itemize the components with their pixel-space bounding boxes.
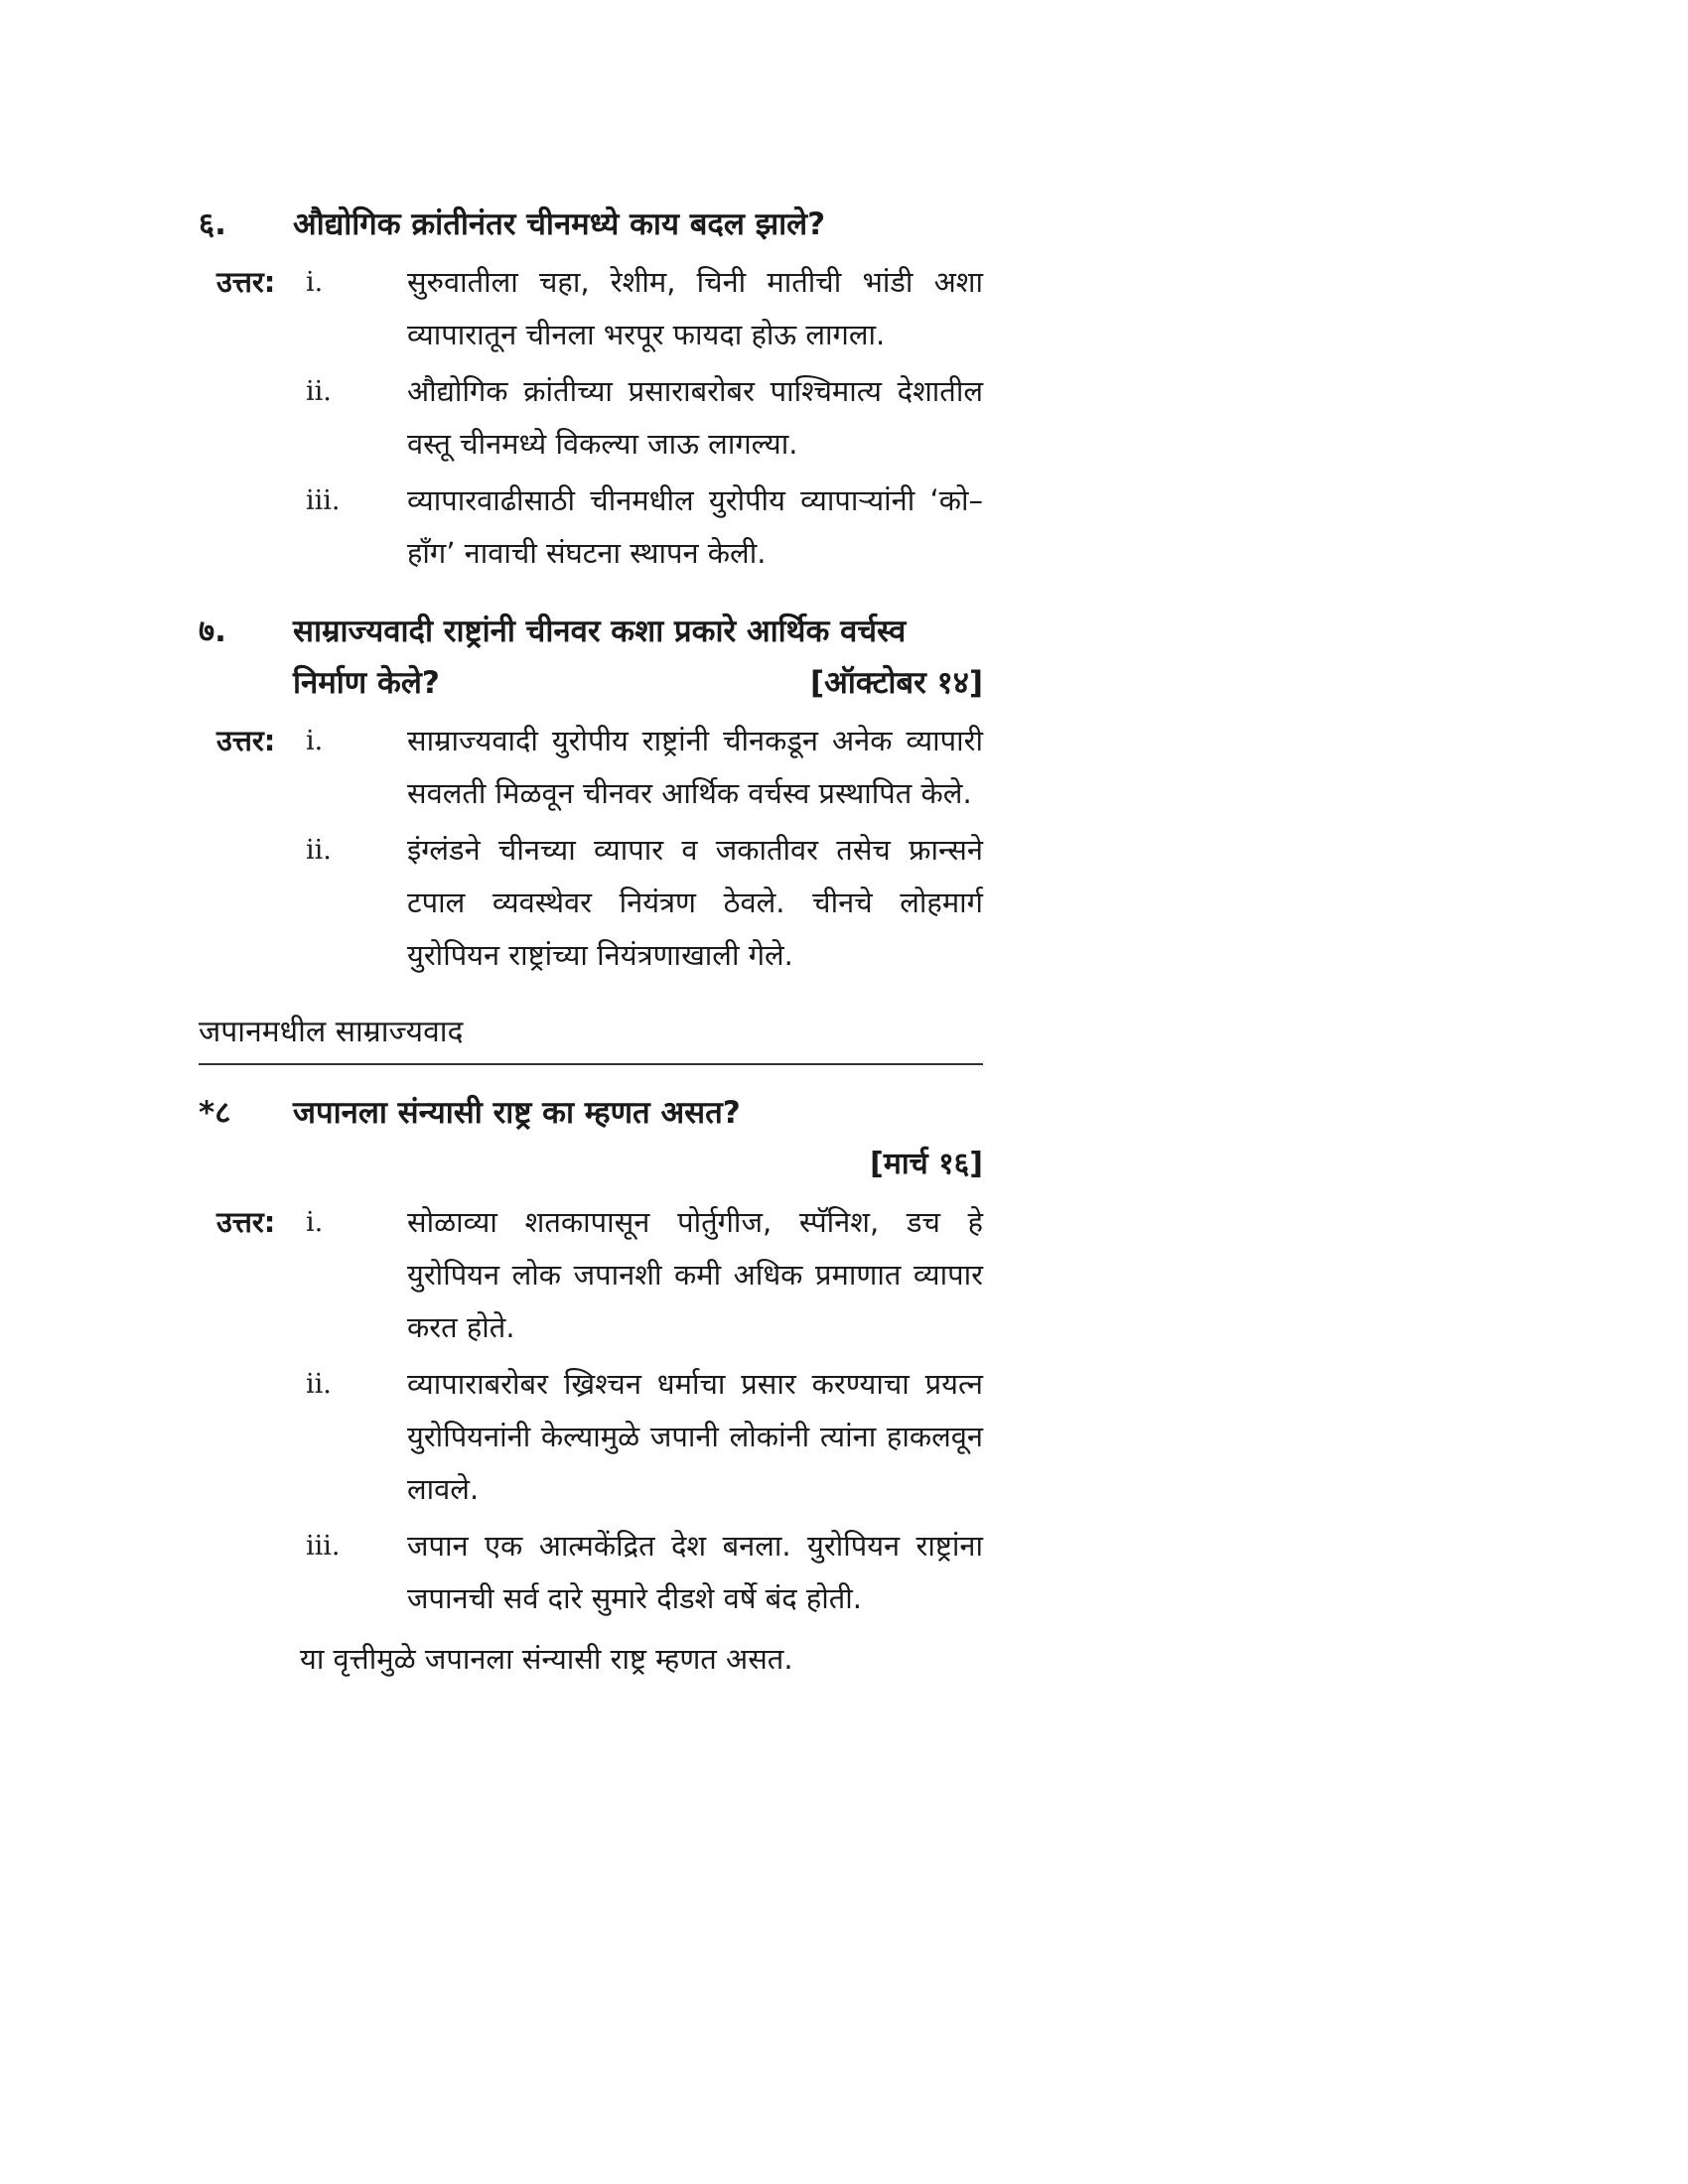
answer-point xyxy=(199,1520,983,1625)
point-numeral: ii. xyxy=(306,376,332,407)
point-text: जपान एक आत्मकेंद्रित देश बनला. युरोपियन राष्ट्रांना जपानची सर्व दारे सुमारे दीडशे वर्षे बंद होती. xyxy=(407,1529,983,1615)
question-text: औद्योगिक क्रांतीनंतर चीनमध्ये काय बदल झाले? xyxy=(293,206,826,242)
answer-point xyxy=(199,715,983,820)
point-numeral: iii. xyxy=(306,485,341,516)
point-numeral: iii. xyxy=(306,1531,341,1562)
question-text-body: साम्राज्यवादी राष्ट्रांनी चीनवर कशा प्रकारे आर्थिक वर्चस्व निर्माण केले? xyxy=(293,614,907,701)
question-block-7 xyxy=(199,606,983,982)
point-numeral: i. xyxy=(306,1207,324,1238)
question-heading xyxy=(199,199,983,250)
answer-conclusion: या वृत्तीमुळे जपानला संन्यासी राष्ट्र म्हणत असत. xyxy=(300,1642,793,1676)
point-numeral: i. xyxy=(306,726,324,756)
exam-reference: [मार्च १६] xyxy=(870,1147,983,1181)
point-text: इंग्लंडने चीनच्या व्यापार व जकातीवर तसेच फ्रान्सने टपाल व्यवस्थेवर नियंत्रण ठेवले. चीनचे लोहमार्ग युरोपियन राष्ट्रांच्या नियंत्रणाखाली गेले. xyxy=(407,833,983,972)
text-column xyxy=(199,199,983,1710)
answer-block xyxy=(199,715,983,982)
point-text: औद्योगिक क्रांतीच्या प्रसाराबरोबर पाश्चिमात्य देशातील वस्तू चीनमध्ये विकल्या जाऊ लागल्या. xyxy=(407,374,983,461)
answer-label: उत्तर: xyxy=(216,1205,276,1239)
answer-point xyxy=(199,256,983,361)
answer-point xyxy=(199,824,983,982)
answer-point xyxy=(199,1196,983,1354)
answer-point xyxy=(199,1358,983,1516)
question-heading xyxy=(199,1087,983,1139)
question-number: *८ xyxy=(199,1095,231,1131)
answer-label: उत्तर: xyxy=(216,724,276,757)
question-number: ७. xyxy=(199,614,226,649)
section-heading: जपानमधील साम्राज्यवाद xyxy=(199,1008,983,1065)
answer-point xyxy=(199,365,983,471)
question-number: ६. xyxy=(199,206,226,242)
point-numeral: ii. xyxy=(306,1369,332,1400)
point-text: व्यापारवाढीसाठी चीनमधील युरोपीय व्यापाऱ्यांनी ‘को–हाँग’ नावाची संघटना स्थापन केली. xyxy=(407,483,983,570)
point-text: व्यापाराबरोबर ख्रिश्चन धर्माचा प्रसार करण्याचा प्रयत्न युरोपियनांनी केल्यामुळे जपानी लोकांनी त्यांना हाकलवून लावले. xyxy=(407,1367,983,1506)
point-numeral: i. xyxy=(306,267,324,298)
question-text xyxy=(293,606,983,709)
answer-point xyxy=(199,475,983,580)
question-block-6 xyxy=(199,199,983,580)
answer-block xyxy=(199,256,983,580)
question-heading xyxy=(199,606,983,709)
point-text: साम्राज्यवादी युरोपीय राष्ट्रांनी चीनकडून अनेक व्यापारी सवलती मिळवून चीनवर आर्थिक वर्चस्व प्रस्थापित केले. xyxy=(407,724,983,810)
question-text: जपानला संन्यासी राष्ट्र का म्हणत असत? xyxy=(293,1095,741,1131)
point-text: सुरुवातीला चहा, रेशीम, चिनी मातीची भांडी अशा व्यापारातून चीनला भरपूर फायदा होऊ लागला. xyxy=(407,265,983,351)
exam-reference: [ऑक्टोबर १४] xyxy=(809,665,983,701)
point-text: सोळाव्या शतकापासून पोर्तुगीज, स्पॅनिश, डच हे युरोपियन लोक जपानशी कमी अधिक प्रमाणात व्यापार करत होते. xyxy=(407,1205,983,1344)
question-block-8 xyxy=(199,1087,983,1685)
point-numeral: ii. xyxy=(306,835,332,866)
answer-label: उत्तर: xyxy=(216,265,276,299)
answer-block xyxy=(199,1196,983,1625)
